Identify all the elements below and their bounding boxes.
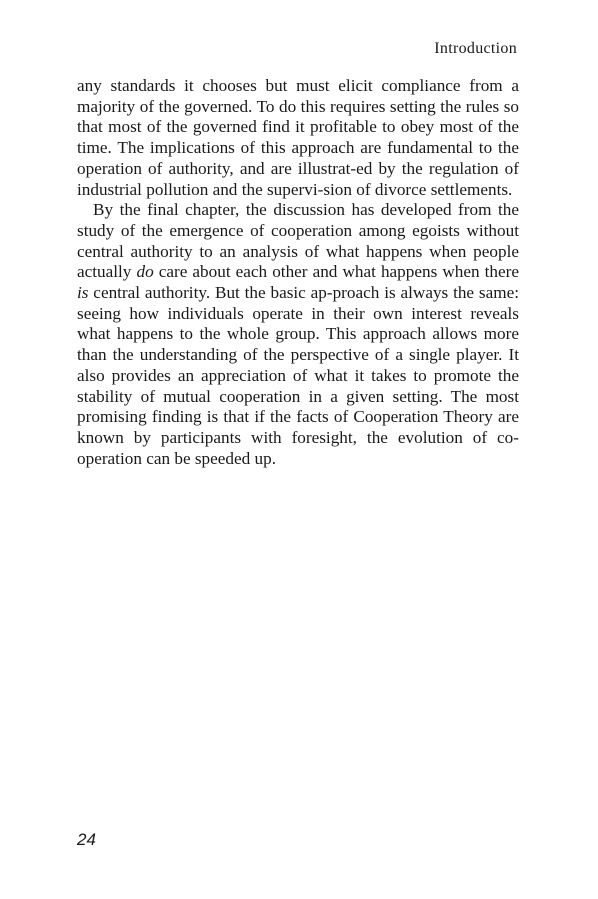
paragraph-final-chapter — [77, 200, 519, 469]
running-head: Introduction — [434, 40, 517, 57]
paragraph-continuation: any standards it chooses but must elicit compliance from a majority of the governed. To do this requires setting the rules so that most of the governed find it profitable to obey most of the time. The implications of this approach are fundamental to the operation of authority, and are illustrat-ed by the regulation of industrial pollution and the supervi-sion of divorce settlements. — [77, 76, 519, 199]
paragraph-text: central authority. But the basic ap-proach is always the same: seeing how individuals operate in their own interest reveals what happens to the whole group. This approach allows more than the understanding of the perspective of a single player. It also provides an appreciation of what it takes to promote the stability of mutual cooperation in a given setting. The most promising finding is that if the facts of Cooperation Theory are known by participants with foresight, the evolution of co-operation can be speeded up. — [77, 283, 519, 468]
emphasis-do: do — [136, 262, 154, 282]
page-number: 24 — [77, 830, 96, 849]
emphasis-is: is — [77, 283, 89, 303]
paragraph-text: By the final chapter, the discussion has developed from the study of the emergence of cooperation among egoists without central authority to an analysis of what happens when people actually — [77, 200, 519, 282]
paragraph-text: care about each other and what happens when there — [153, 262, 519, 282]
body-text — [77, 76, 519, 469]
